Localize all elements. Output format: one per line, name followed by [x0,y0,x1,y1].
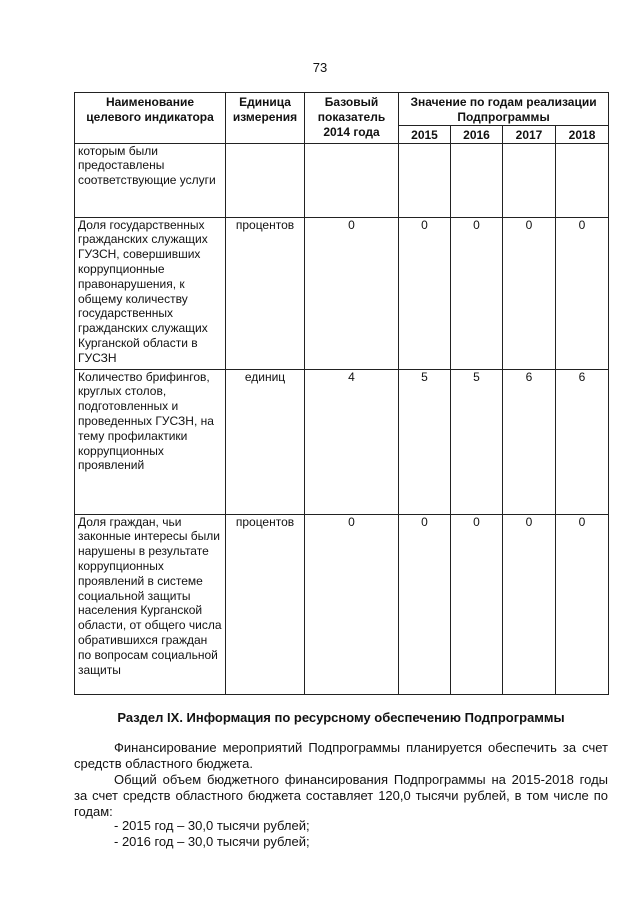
indicator-name-cell: Количество брифингов, круглых столов, подготовленных и проведенных ГУСЗН, на тему профилактики коррупционных проявлений [75,369,226,514]
unit-cell: единиц [226,369,305,514]
table-row [75,143,609,217]
value-2015-cell: 0 [399,217,451,369]
page-number: 73 [312,60,328,75]
value-2016-cell [451,143,503,217]
unit-cell: процентов [226,217,305,369]
table-row [75,217,609,369]
indicators-table [74,92,609,695]
value-2016-cell: 0 [451,514,503,694]
table-row [75,514,609,694]
unit-cell [226,143,305,217]
table-row [75,369,609,514]
value-2015-cell: 5 [399,369,451,514]
value-2017-cell: 0 [503,514,556,694]
value-2017-cell: 0 [503,217,556,369]
budget-year-item: - 2016 год – 30,0 тысячи рублей; [114,834,310,849]
indicator-name-cell: Доля граждан, чьи законные интересы были нарушены в результате коррупционных проявлений в системе социальной защиты населения Курганской области, от общего числа обратившихся граждан по вопросам социальной защиты [75,514,226,694]
indicator-name-cell: Доля государственных гражданских служащих ГУЗСН, совершивших коррупционные правонарушения, к общему количеству государственных гражданских служащих Курганской области в ГУСЗН [75,217,226,369]
base-value-cell: 0 [305,217,399,369]
value-2016-cell: 5 [451,369,503,514]
header-year-2016: 2016 [451,125,503,143]
header-indicator-name: Наименование целевого индикатора [75,93,226,144]
header-base-value: Базовый показатель 2014 года [305,93,399,144]
header-year-2015: 2015 [399,125,451,143]
header-unit: Единица измерения [226,93,305,144]
value-2017-cell [503,143,556,217]
value-2018-cell [556,143,609,217]
value-2018-cell: 6 [556,369,609,514]
budget-year-item: - 2015 год – 30,0 тысячи рублей; [114,818,310,833]
header-year-2017: 2017 [503,125,556,143]
budget-paragraph: Общий объем бюджетного финансирования Подпрограммы на 2015-2018 годы за счет средств областного бюджета составляет 120,0 тысячи рублей, в том числе по годам: [74,772,608,819]
section-title: Раздел IX. Информация по ресурсному обеспечению Подпрограммы [117,710,565,725]
indicator-name-cell: которым были предоставлены соответствующие услуги [75,143,226,217]
unit-cell: процентов [226,514,305,694]
base-value-cell: 4 [305,369,399,514]
header-year-2018: 2018 [556,125,609,143]
base-value-cell [305,143,399,217]
base-value-cell: 0 [305,514,399,694]
table-header-row [75,93,609,126]
value-2015-cell [399,143,451,217]
value-2018-cell: 0 [556,217,609,369]
value-2018-cell: 0 [556,514,609,694]
value-2015-cell: 0 [399,514,451,694]
value-2016-cell: 0 [451,217,503,369]
value-2017-cell: 6 [503,369,556,514]
header-values-by-year: Значение по годам реализации Подпрограммы [399,93,609,126]
financing-paragraph: Финансирование мероприятий Подпрограммы планируется обеспечить за счет средств областного бюджета. [74,740,608,771]
